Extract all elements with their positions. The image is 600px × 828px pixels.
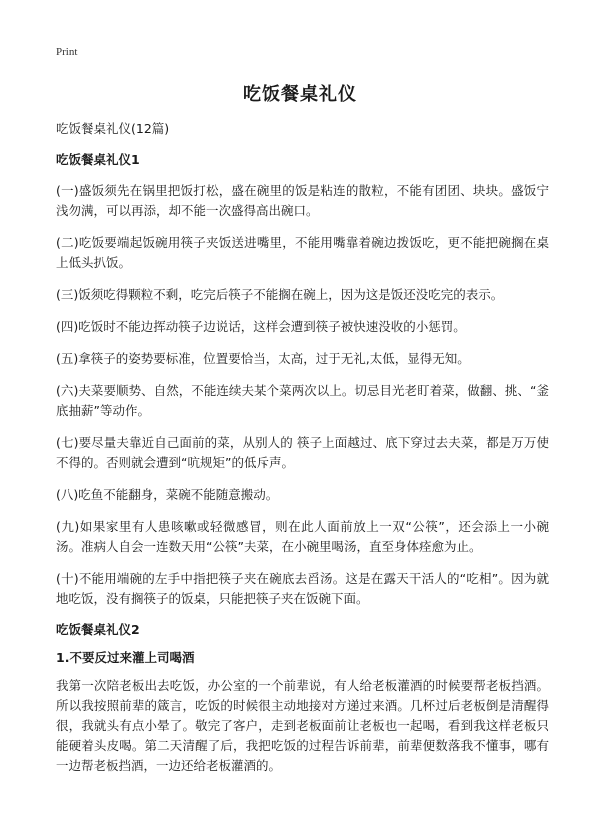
section-heading-2: 吃饭餐桌礼仪2 <box>56 622 140 637</box>
document-body <box>56 120 549 788</box>
paragraph: (六)夫菜要顺势、自然，不能连续夫某个菜两次以上。切忌目光老盯着菜，做翻、挑、“釜底抽薪”等动作。 <box>56 383 549 418</box>
paragraph: (三)饭须吃得颗粒不剩，吃完后筷子不能搁在碗上，因为这是饭还没吃完的表示。 <box>56 287 504 302</box>
paragraph: 我第一次陪老板出去吃饭，办公室的一个前辈说，有人给老板灌酒的时候要帮老板挡酒。所以我按照前辈的箴言，吃饭的时候很主动地接对方递过来酒。几杯过后老板倒是清醒得很，我就头有点小晕了。敬完了客户，走到老板面前让老板也一起喝，看到我这样老板只能硬着头皮喝。第二天清醒了后，我把吃饭的过程告诉前辈，前辈便数落我不懂事，哪有一边帮老板挡酒，一边还给老板灌酒的。 <box>56 678 549 773</box>
print-label: Print <box>56 46 78 58</box>
paragraph: (九)如果家里有人患咳嗽或轻微感冒，则在此人面前放上一双“公筷”，还会添上一小碗汤。准病人自会一连数天用“公筷”夫菜，在小碗里喝汤，直至身体痊愈为止。 <box>56 519 549 554</box>
paragraph: (五)拿筷子的姿势要标准，位置要恰当，太高，过于无礼,太低，显得无知。 <box>56 351 470 366</box>
paragraph: (十)不能用端碗的左手中指把筷子夹在碗底去舀汤。这是在露天干活人的“吃相”。因为就地吃饭，没有搁筷子的饭桌，只能把筷子夹在饭碗下面。 <box>56 571 549 606</box>
section-heading-1: 吃饭餐桌礼仪1 <box>56 152 140 167</box>
section-subheading: 1.不要反过来灌上司喝酒 <box>56 650 195 665</box>
paragraph: (四)吃饭时不能边挥动筷子边说话，这样会遭到筷子被快速没收的小惩罚。 <box>56 319 466 334</box>
page-title: 吃饭餐桌礼仪 <box>243 84 357 105</box>
paragraph: (一)盛饭须先在锅里把饭打松，盛在碗里的饭是粘连的散粒，不能有团团、块块。盛饭宁浅勿满，可以再添，却不能一次盛得高出碗口。 <box>56 183 549 218</box>
paragraph: (七)要尽量夫靠近自己面前的菜，从别人的 筷子上面越过、底下穿过去夫菜，都是万万使不得的。否则就会遭到“吭规矩”的低斥声。 <box>56 435 549 470</box>
paragraph: (二)吃饭要端起饭碗用筷子夹饭送进嘴里，不能用嘴靠着碗边拨饭吃，更不能把碗搁在桌上低头扒饭。 <box>56 235 549 270</box>
paragraph: (八)吃鱼不能翻身，菜碗不能随意搬动。 <box>56 487 279 502</box>
document-subtitle: 吃饭餐桌礼仪(12篇) <box>56 121 170 136</box>
